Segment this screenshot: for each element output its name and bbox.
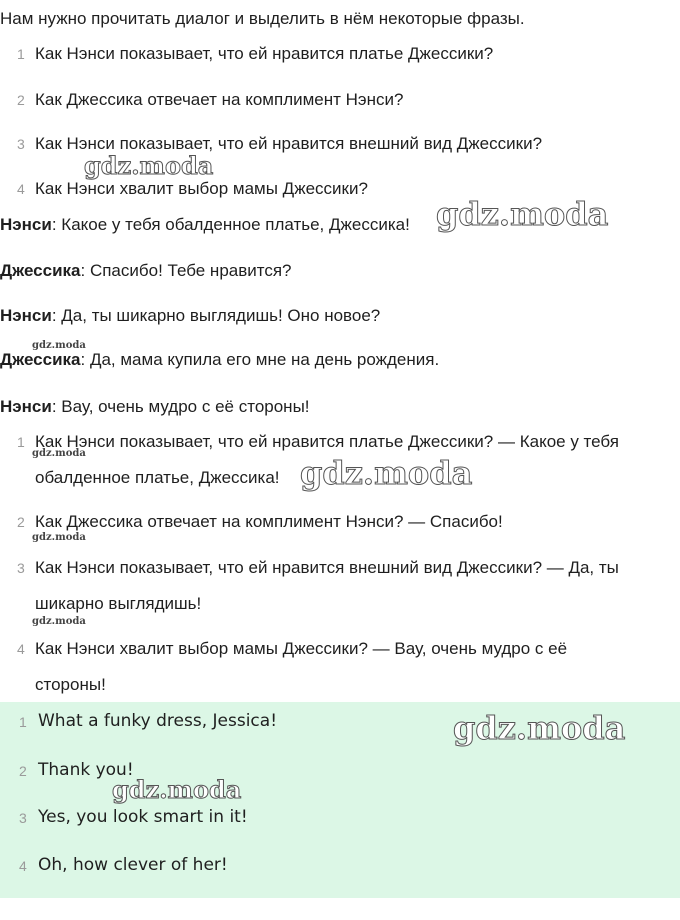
speaker-name: Джессика (0, 350, 81, 369)
item-number: 3 (17, 136, 25, 152)
dialog-text: : Да, мама купила его мне на день рождения. (80, 350, 440, 369)
answer-line: Как Нэнси показывает, что ей нравится внешний вид Джессики? — Да, ты (35, 558, 619, 577)
speaker-name: Нэнси (0, 215, 52, 234)
watermark: gdz.moda (32, 616, 86, 627)
watermark: gdz.moda (32, 340, 86, 351)
item-number: 3 (17, 560, 25, 576)
speaker-name: Нэнси (0, 397, 52, 416)
dialog-text: : Спасибо! Тебе нравится? (80, 261, 292, 280)
speaker-name: Джессика (0, 261, 81, 280)
watermark: gdz.moda (300, 454, 473, 492)
item-number: 2 (19, 763, 27, 779)
dialog-line (0, 349, 439, 371)
watermark: gdz.moda (453, 709, 626, 747)
answer-line: стороны! (35, 675, 106, 694)
watermark: gdz.moda (32, 448, 86, 459)
dialog-line (0, 305, 380, 327)
answer-line: Как Нэнси хвалит выбор мамы Джессики? — Вау, очень мудро с её (35, 639, 568, 658)
answer-line: Как Джессика отвечает на комплимент Нэнси? — Спасибо! (35, 512, 503, 531)
question-text: Как Нэнси хвалит выбор мамы Джессики? (35, 179, 368, 198)
question-text: Как Нэнси показывает, что ей нравится платье Джессики? (35, 44, 494, 63)
intro-text: Нам нужно прочитать диалог и выделить в нём некоторые фразы. (0, 9, 525, 28)
answer-text: Thank you! (38, 760, 134, 780)
item-number: 4 (17, 181, 25, 197)
answers-en-box (0, 702, 680, 898)
answer-line: шикарно выглядишь! (35, 594, 202, 613)
dialog-line (0, 214, 410, 236)
item-number: 1 (19, 714, 27, 730)
item-number: 2 (17, 514, 25, 530)
item-number: 4 (17, 641, 25, 657)
item-number: 2 (17, 92, 25, 108)
watermark: gdz.moda (32, 532, 86, 543)
question-text: Как Нэнси показывает, что ей нравится внешний вид Джессики? (35, 134, 543, 153)
item-number: 1 (17, 46, 25, 62)
dialog-text: : Да, ты шикарно выглядишь! Оно новое? (51, 306, 381, 325)
question-text: Как Джессика отвечает на комплимент Нэнси? (35, 90, 404, 109)
item-number: 4 (19, 858, 27, 874)
watermark: gdz.moda (84, 151, 214, 180)
answer-text: Oh, how clever of her! (38, 855, 228, 875)
dialog-line (0, 260, 292, 282)
answer-text: Yes, you look smart in it! (38, 807, 248, 827)
item-number: 1 (17, 434, 25, 450)
dialog-text: : Вау, очень мудро с её стороны! (51, 397, 310, 416)
dialog-line (0, 396, 310, 418)
answer-line: обалденное платье, Джессика! (35, 468, 280, 487)
answer-line: Как Нэнси показывает, что ей нравится платье Джессики? — Какое у тебя (35, 432, 619, 451)
watermark: gdz.moda (436, 195, 609, 233)
watermark: gdz.moda (112, 775, 242, 804)
answer-text: What a funky dress, Jessica! (38, 711, 278, 731)
dialog-text: : Какое у тебя обалденное платье, Джессика! (51, 215, 410, 234)
item-number: 3 (19, 810, 27, 826)
speaker-name: Нэнси (0, 306, 52, 325)
